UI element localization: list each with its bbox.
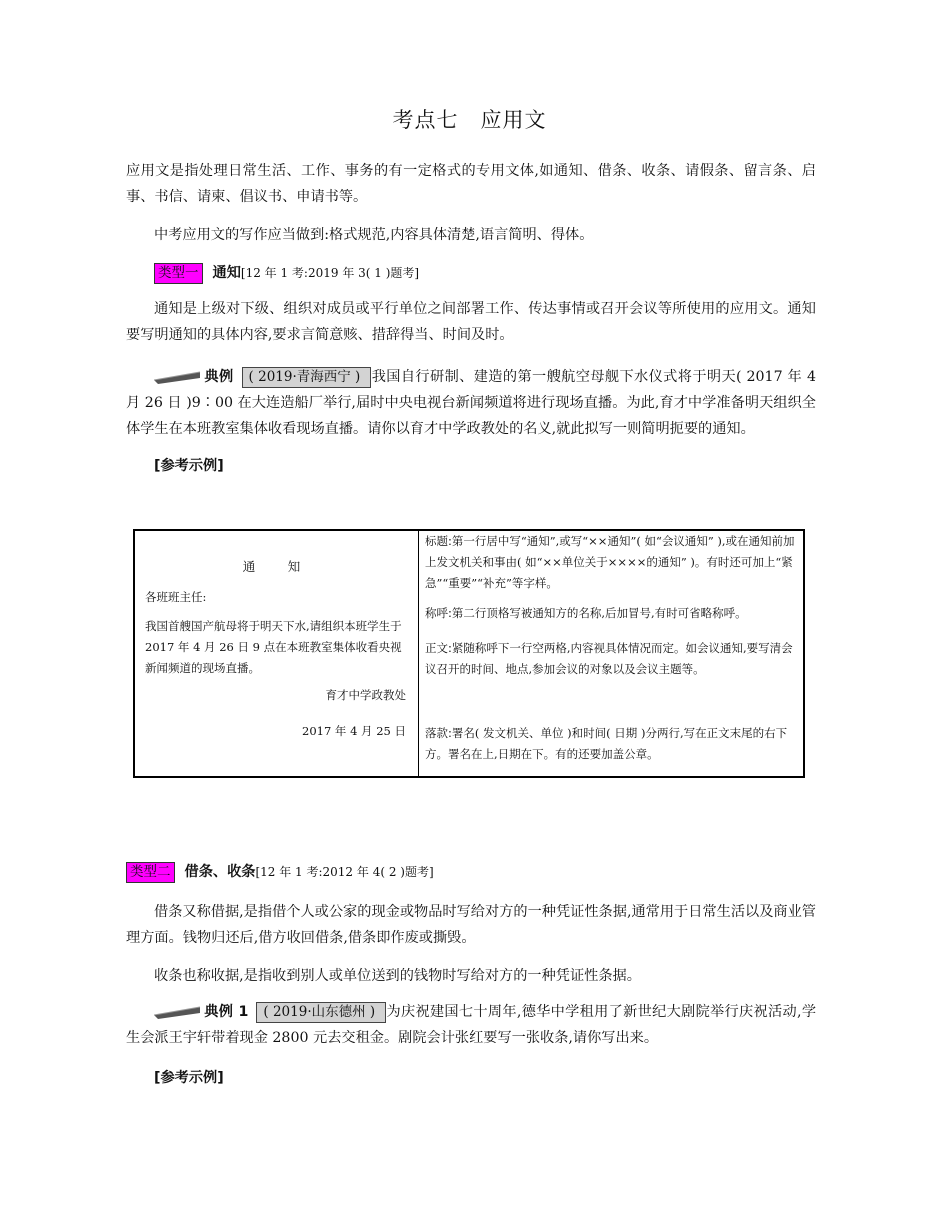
type1-name: 通知 — [212, 265, 241, 281]
notice-body: 我国首艘国产航母将于明天下水,请组织本班学生于 2017 年 4 月 26 日 9 点在本班教室集体收看央视新闻频道的现场直播。 — [145, 619, 402, 675]
type2-example — [126, 999, 816, 1051]
notice-salutation: 各班班主任: — [145, 590, 207, 604]
sample-notice — [135, 531, 418, 776]
type1-reference-label: [参考示例] — [154, 458, 224, 474]
note-body: 正文:紧随称呼下一行空两格,内容视具体情况而定。如会议通知,要写清会议召开的时间、地点,参加会议的对象以及会议主题等。 — [425, 641, 793, 676]
type2-name: 借条、收条 — [184, 864, 256, 880]
type1-example-label: 典例 — [204, 369, 234, 385]
note-salutation: 称呼:第二行顶格写被通知方的名称,后加冒号,有时可省略称呼。 — [425, 606, 747, 620]
note-signoff: 落款:署名( 发文机关、单位 )和时间( 日期 )分两行,写在正文末尾的右下方。署名在上,日期在下。有的还要加盖公章。 — [425, 726, 788, 761]
page-title: 考点七 应用文 — [392, 108, 547, 132]
type2-tag: 类型二 — [126, 862, 175, 883]
example-marker-icon — [154, 1005, 202, 1019]
type1-example-source: ( 2019·青海西宁 ) — [242, 367, 372, 388]
notice-date: 2017 年 4 月 25 日 — [302, 724, 406, 738]
type1-heading — [154, 263, 419, 284]
type1-note: [12 年 1 考:2019 年 3( 1 )题考] — [240, 266, 420, 280]
format-notes — [425, 531, 800, 776]
type2-example-label: 典例 1 — [204, 1004, 249, 1020]
type2-example-text: 为庆祝建国七十周年,德华中学租用了新世纪大剧院举行庆祝活动,学生会派王宇轩带着现金 2800 元去交租金。剧院会计张红要写一张收条,请你写出来。 — [126, 1004, 817, 1046]
type2-reference-label: [参考示例] — [154, 1070, 224, 1086]
intro-paragraph: 应用文是指处理日常生活、工作、事务的有一定格式的专用文体,如通知、借条、收条、请假条、留言条、启事、书信、请柬、倡议书、申请书等。 — [126, 163, 816, 205]
type2-description-1: 借条又称借据,是指借个人或公家的现金或物品时写给对方的一种凭证性条据,通常用于日常生活以及商业管理方面。钱物归还后,借方收回借条,借条即作废或撕毁。 — [126, 904, 816, 946]
sample-notice-table — [133, 529, 805, 778]
table-divider — [418, 531, 419, 776]
type2-description-2: 收条也称收据,是指收到别人或单位送到的钱物时写给对方的一种凭证性条据。 — [154, 968, 641, 984]
type1-tag: 类型一 — [154, 263, 203, 284]
type1-example — [126, 364, 816, 442]
type2-note: [12 年 1 考:2012 年 4( 2 )题考] — [255, 865, 434, 879]
requirement-paragraph: 中考应用文的写作应当做到:格式规范,内容具体清楚,语言简明、得体。 — [154, 227, 594, 243]
type1-example-text: 我国自行研制、建造的第一艘航空母舰下水仪式将于明天( 2017 年 4 月 26 日 )9∶00 在大连造船厂举行,届时中央电视台新闻频道将进行现场直播。为此,育才中学准备明天组织全体学生在本班教室集体收看现场直播。请你以育才中学政教处的名义,就此拟写一则简明扼要的通知。 — [126, 369, 816, 437]
type2-heading — [126, 862, 434, 883]
type2-example-source: ( 2019·山东德州 ) — [256, 1002, 386, 1023]
example-marker-icon — [154, 370, 202, 384]
type1-description: 通知是上级对下级、组织对成员或平行单位之间部署工作、传达事情或召开会议等所使用的应用文。通知要写明通知的具体内容,要求言简意赅、措辞得当、时间及时。 — [126, 301, 816, 343]
notice-signature: 育才中学政教处 — [325, 688, 406, 702]
notice-title: 通 知 — [242, 559, 311, 574]
note-title: 标题:第一行居中写“通知”,或写“××通知”( 如“会议通知” ),或在通知前加上发文机关和事由( 如“××单位关于××××的通知” )。有时还可加上“紧急”“重要”“补充”等字样。 — [425, 534, 795, 590]
